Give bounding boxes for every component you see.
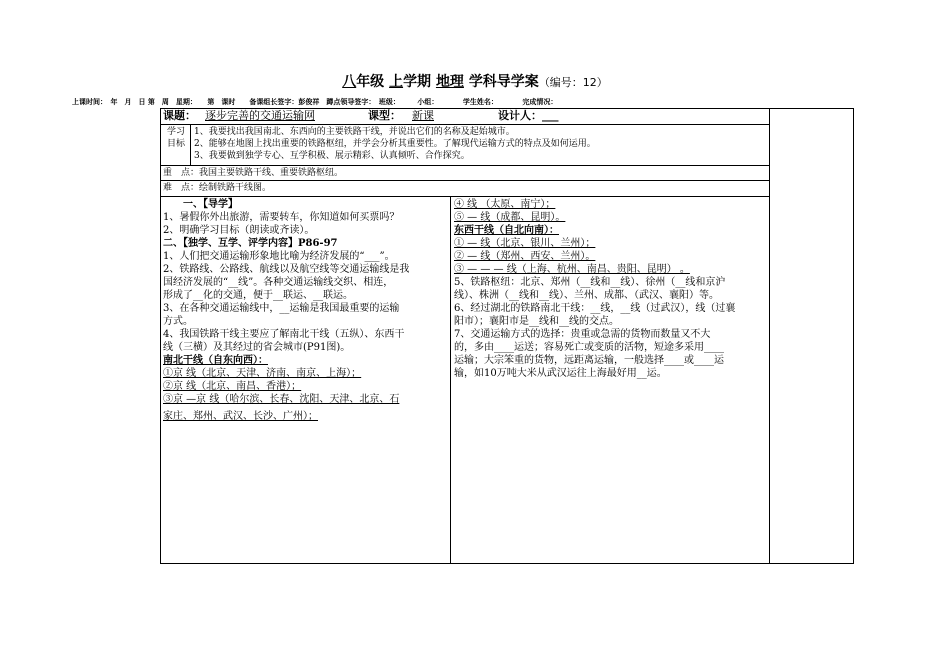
title-grade-suffix: 年级 xyxy=(356,74,385,90)
title-term-suffix: 学期 xyxy=(403,74,432,90)
meta-line: 上课时间： 年 月 日 第 周 星期： 第 课时 备课组长签字：彭俊祥 蹲点领导签字： 班级： 小组： 学生姓名： 完成情况： xyxy=(72,98,558,106)
right-line: ⑤ — 线（成都、昆明）。 xyxy=(454,212,566,223)
right-line: 5、铁路枢纽：北京、郑州（__线和__线）、徐州（__线和京沪 xyxy=(454,277,726,288)
title-subject: 地理 xyxy=(435,74,464,90)
type-label: 课型： xyxy=(368,109,401,122)
right-line: 运输；大宗笨重的货物，远距离运输，一般选择____或____运 xyxy=(454,355,724,366)
title-grade: 八 xyxy=(342,74,357,90)
left-line: 2、明确学习目标（朗读或齐读）。 xyxy=(163,225,315,236)
title-doc-name: 学科导学案 xyxy=(468,74,539,90)
right-line: 阳市）；襄阳市是__线和__线的交点。 xyxy=(454,316,619,327)
right-line: 线）、株洲（__线和__线）、兰州、成都、（武汉、襄阳）等。 xyxy=(454,290,719,301)
left-line: 家庄、郑州、武汉、长沙、广州）； xyxy=(163,411,318,422)
left-column xyxy=(163,198,448,423)
left-line: 3、在各种交通运输线中，__运输是我国最重要的运输 xyxy=(163,303,400,314)
right-line: 7、交通运输方式的选择：贵重或急需的货物而数量又不大 xyxy=(454,329,711,340)
row-divider-3 xyxy=(160,180,769,181)
objective-item: 2、能够在地图上找出重要的铁路枢纽，并学会分析其重要性。了解现代运输方式的特点及如何运用。 xyxy=(194,139,596,149)
right-line: ② — 线（郑州、西安、兰州）。 xyxy=(454,251,596,262)
left-line: 国经济发展的“__线”。各种交通运输线交织、相连， xyxy=(163,277,394,288)
objectives-list xyxy=(194,126,764,162)
row-divider-2 xyxy=(160,165,769,166)
east-west-heading: 东西干线（自北向南）： xyxy=(454,225,559,236)
right-line: 的，多由____运送；容易死亡或变质的活物，短途多采用____ xyxy=(454,342,724,353)
section-guide-title: 一、【导学】 xyxy=(163,199,238,210)
right-line: 输，如10万吨大米从武汉运往上海最好用__运。 xyxy=(454,368,667,379)
right-column xyxy=(454,198,766,380)
right-line: ① — 线（北京、银川、兰州）； xyxy=(454,238,596,249)
left-line: 1、暑假你外出旅游，需要转车，你知道如何买票吗？ xyxy=(163,212,400,223)
topic-value: 逐步完善的交通运输网 xyxy=(205,109,315,122)
objective-item: 1、我要找出我国南北、东西向的主要铁路干线，并说出它们的名称及起始城市。 xyxy=(194,127,515,137)
objectives-label-text: 学习目标 xyxy=(166,127,185,149)
left-line: 1、人们把交通运输形象地比喻为经济发展的“___”。 xyxy=(163,251,395,262)
objectives-label xyxy=(163,126,189,150)
row-divider-4 xyxy=(160,196,769,197)
topic-label: 课题： xyxy=(163,109,196,122)
left-line: 线（三横）及其经过的省会城市(P91图)。 xyxy=(163,342,351,353)
type-value: 新课 xyxy=(412,109,434,122)
left-line: ①京 线（北京、天津、济南、南京、上海）； xyxy=(163,368,362,379)
key-point: 重 点：我国主要铁路干线、重要铁路枢纽。 xyxy=(163,168,344,178)
row-divider-1 xyxy=(160,124,769,125)
right-line: 6、经过湖北的铁路南北干线：__线，__线（过武汉），线（过襄 xyxy=(454,303,736,314)
title-term: 上 xyxy=(389,74,404,90)
left-line: 方式。 xyxy=(163,316,193,327)
left-line: 形成了__化的交通，便于__联运、__联运。 xyxy=(163,290,353,301)
left-line: 4、我国铁路干线主要应了解南北干线（五纵）、东西干 xyxy=(163,329,405,340)
right-line: ③ — — — 线（上海、杭州、南昌、贵阳、昆明） 。 xyxy=(454,264,690,275)
title-number: （编号：12） xyxy=(538,76,608,89)
right-divider xyxy=(769,108,770,563)
left-line: 2、铁路线、公路线、航线以及航空线等交通运输线是我 xyxy=(163,264,410,275)
left-line: ②京 线（北京、南昌、香港）； xyxy=(163,381,302,392)
designer-label: 设计人：___ xyxy=(498,109,559,122)
north-south-heading: 南北干线（自东向西）： xyxy=(163,355,268,366)
section-study-title: 二、【独学、互学、评学内容】P86-97 xyxy=(163,238,338,249)
right-line: ④ 线 （太原、南宁）； xyxy=(454,199,556,210)
objective-item: 3、我要做到独学专心、互学积极、展示精彩、认真倾听、合作探究。 xyxy=(194,151,470,161)
difficult-point: 难 点：绘制铁路干线图。 xyxy=(163,183,272,193)
left-line: ③京 —京 线（哈尔滨、长春、沈阳、天津、北京、石 xyxy=(163,394,400,405)
page-title xyxy=(0,71,950,91)
objective-label-divider xyxy=(190,124,191,165)
column-divider xyxy=(450,196,451,563)
